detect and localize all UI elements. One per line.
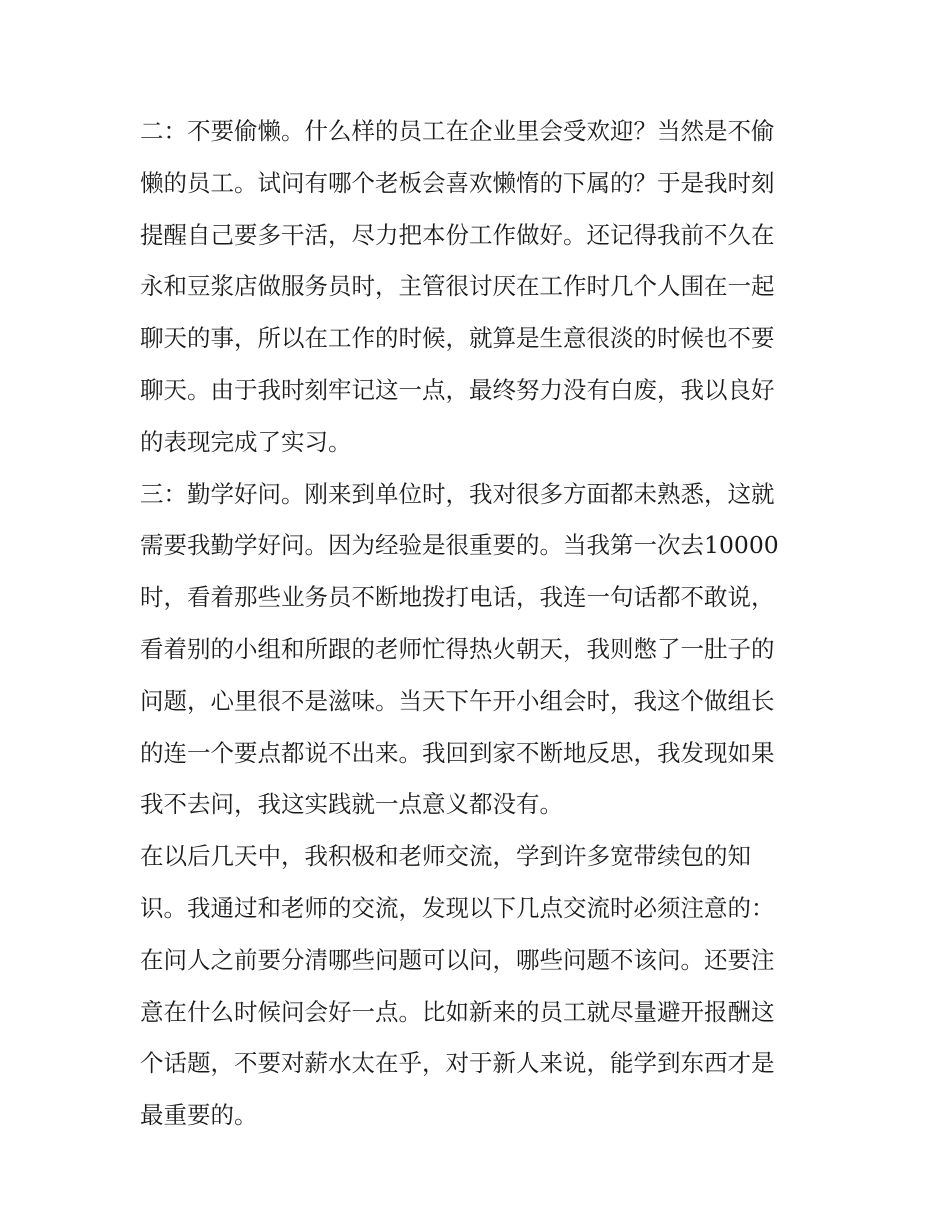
text-line: 在问人之前要分清哪些问题可以问，哪些问题不该问。还要注 — [140, 945, 775, 974]
text-line: 提醒自己要多干活，尽力把本份工作做好。还记得我前不久在 — [140, 220, 775, 249]
text-line: 看着别的小组和所跟的老师忙得热火朝天，我则憋了一肚子的 — [140, 634, 775, 663]
text-line: 时，看着那些业务员不断地拨打电话，我连一句话都不敢说， — [140, 583, 775, 612]
text-line: 懒的员工。试问有哪个老板会喜欢懒惰的下属的？于是我时刻 — [140, 168, 775, 197]
text-line: 三：勤学好问。刚来到单位时，我对很多方面都未熟悉，这就 — [140, 479, 775, 508]
text-line: 在以后几天中，我积极和老师交流，学到许多宽带续包的知 — [140, 842, 751, 871]
text-line: 意在什么时候问会好一点。比如新来的员工就尽量避开报酬这 — [140, 997, 775, 1026]
text-line: 最重要的。 — [140, 1101, 258, 1130]
text-line: 需要我勤学好问。因为经验是很重要的。当我第一次去10000 — [140, 531, 779, 560]
text-line: 的连一个要点都说不出来。我回到家不断地反思，我发现如果 — [140, 738, 775, 767]
document-body — [140, 106, 820, 1142]
text-line: 的表现完成了实习。 — [140, 427, 352, 456]
text-line: 个话题，不要对薪水太在乎，对于新人来说，能学到东西才是 — [140, 1049, 775, 1078]
text-line: 二：不要偷懒。什么样的员工在企业里会受欢迎？当然是不偷 — [140, 117, 775, 145]
text-line: 永和豆浆店做服务员时，主管很讨厌在工作时几个人围在一起 — [140, 272, 775, 301]
text-line: 聊天。由于我时刻牢记这一点，最终努力没有白废，我以良好 — [140, 375, 775, 404]
text-line: 问题，心里很不是滋味。当天下午开小组会时，我这个做组长 — [140, 686, 775, 715]
text-line: 识。我通过和老师的交流，发现以下几点交流时必须注意的： — [140, 893, 775, 922]
text-line: 我不去问，我这实践就一点意义都没有。 — [140, 790, 563, 819]
text-line: 聊天的事，所以在工作的时候，就算是生意很淡的时候也不要 — [140, 324, 775, 353]
